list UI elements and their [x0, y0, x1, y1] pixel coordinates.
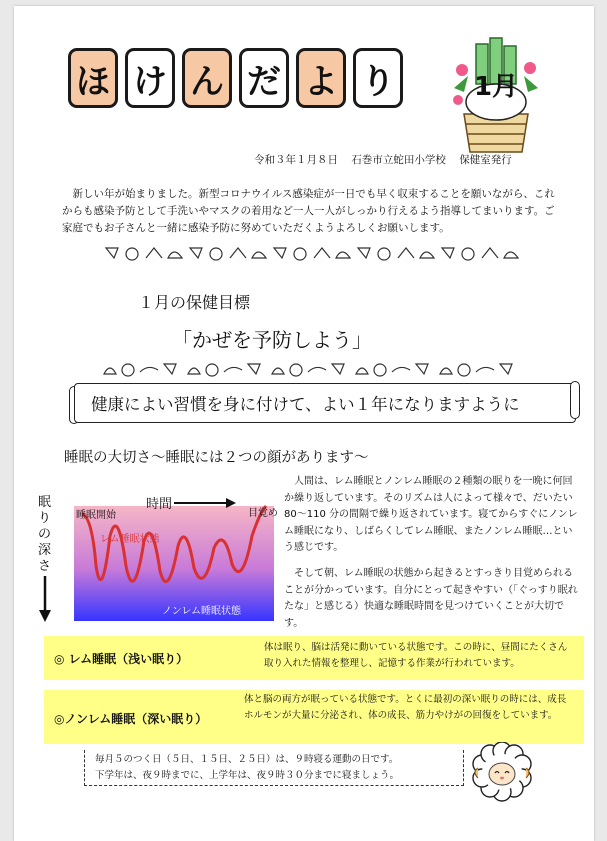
- title-char-ke: け: [125, 48, 175, 108]
- publisher: 保健室発行: [459, 154, 512, 166]
- health-goal-label: １月の保健目標: [138, 293, 251, 312]
- chart-nonrem-label: ノンレム睡眠状態: [162, 606, 241, 617]
- title-char-yo: よ: [296, 48, 346, 108]
- nonrem-sleep-title: ◎ノンレム睡眠（深い眠り）: [54, 712, 208, 726]
- issue-date: 令和３年１月８日: [254, 154, 338, 166]
- chart-y-label-4: 深: [38, 543, 52, 558]
- notice-line-1: 毎月５のつく日（５日、１５日、２５日）は、９時寝る運動の日です。: [95, 754, 399, 765]
- chart-y-label-5: さ: [38, 559, 52, 574]
- notice-line-2: 下学年は、夜９時までに、上学年は、夜９時３０分までに寝ましょう。: [95, 770, 400, 781]
- rem-sleep-text: 体は眠り、脳は活発に動いている状態です。この時に、昼間にたくさん取り入れた情報を整理し、記憶する作業が行われています。: [264, 642, 568, 669]
- title-char-da: だ: [239, 48, 289, 108]
- sleep-paragraph-2: そして朝、レム睡眠の状態から起きるとすっきり目覚められることが分かっています。自分にとって起きやすい（「ぐっすり眠れたな」と感じる）快適な睡眠時間を見つけていくことが大切です。: [284, 568, 578, 629]
- sleep-paragraph-1: 人間は、レム睡眠とノンレム睡眠の２種類の眠りを一晩に何回か繰り返しています。そのリズムは人によって様々で、だいたい 80～110 分の間隔で繰り返されています。寝てからすぐにノンレム睡眠になり、しばらくしてレム睡眠、またノンレム睡眠…という感じです。: [284, 476, 578, 553]
- nonrem-sleep-box: [44, 690, 584, 744]
- kadomatsu-icon: [446, 36, 546, 156]
- school-name: 石巻市立蛇田小学校: [351, 154, 446, 166]
- title-char-ho: ほ: [68, 48, 118, 108]
- title-char-ri: り: [353, 48, 403, 108]
- nonrem-sleep-text: 体と脳の両方が眠っている状態です。とくに最初の深い眠りの時には、成長ホルモンが大量に分泌され、体の成長、筋力やけがの回復をしています。: [244, 694, 567, 721]
- rem-sleep-title: ◎ レム睡眠（浅い眠り）: [54, 652, 189, 666]
- chart-y-label-2: り: [38, 511, 52, 526]
- new-year-ornaments-icon: [102, 360, 534, 378]
- rem-sleep-box: [44, 636, 584, 680]
- sleep-section-title: 睡眠の大切さ～睡眠には２つの顔があります～: [64, 450, 369, 466]
- chart-y-label-1: 眠: [38, 495, 52, 510]
- scroll-right-roll: [570, 381, 580, 419]
- chart-y-label-3: の: [38, 527, 52, 542]
- newsletter-page: [14, 6, 594, 841]
- health-goal-text: 「かぜを予防しよう」: [172, 328, 372, 352]
- chart-end-label: 目覚め: [248, 508, 278, 519]
- intro-paragraph: 新しい年が始まりました。新型コロナウイルス感染症が一日でも早く収束することを願いながら、これからも感染予防として手洗いやマスクの着用など一人一人がしっかり行えるよう指導してまいります。ご家庭でもお子さんと一緒に感染予防に努めていただくようよろしくお願いします。: [62, 188, 555, 234]
- down-arrow-icon: [39, 576, 51, 622]
- sleep-cycle-chart: [34, 476, 279, 626]
- chart-time-label: 時間: [146, 497, 173, 512]
- new-year-ornaments-icon: [102, 244, 534, 262]
- title-char-n: ん: [182, 48, 232, 108]
- sleep-notice-box: [84, 750, 464, 786]
- motto-banner: 健康によい習慣を身に付けて、よい１年になりますように: [74, 383, 576, 423]
- sheep-icon: [470, 742, 532, 802]
- chart-start-label: 睡眠開始: [76, 510, 116, 521]
- issue-meta: [254, 152, 512, 167]
- month-label: 1月: [473, 72, 519, 102]
- chart-rem-label: レム睡眠状態: [100, 534, 160, 545]
